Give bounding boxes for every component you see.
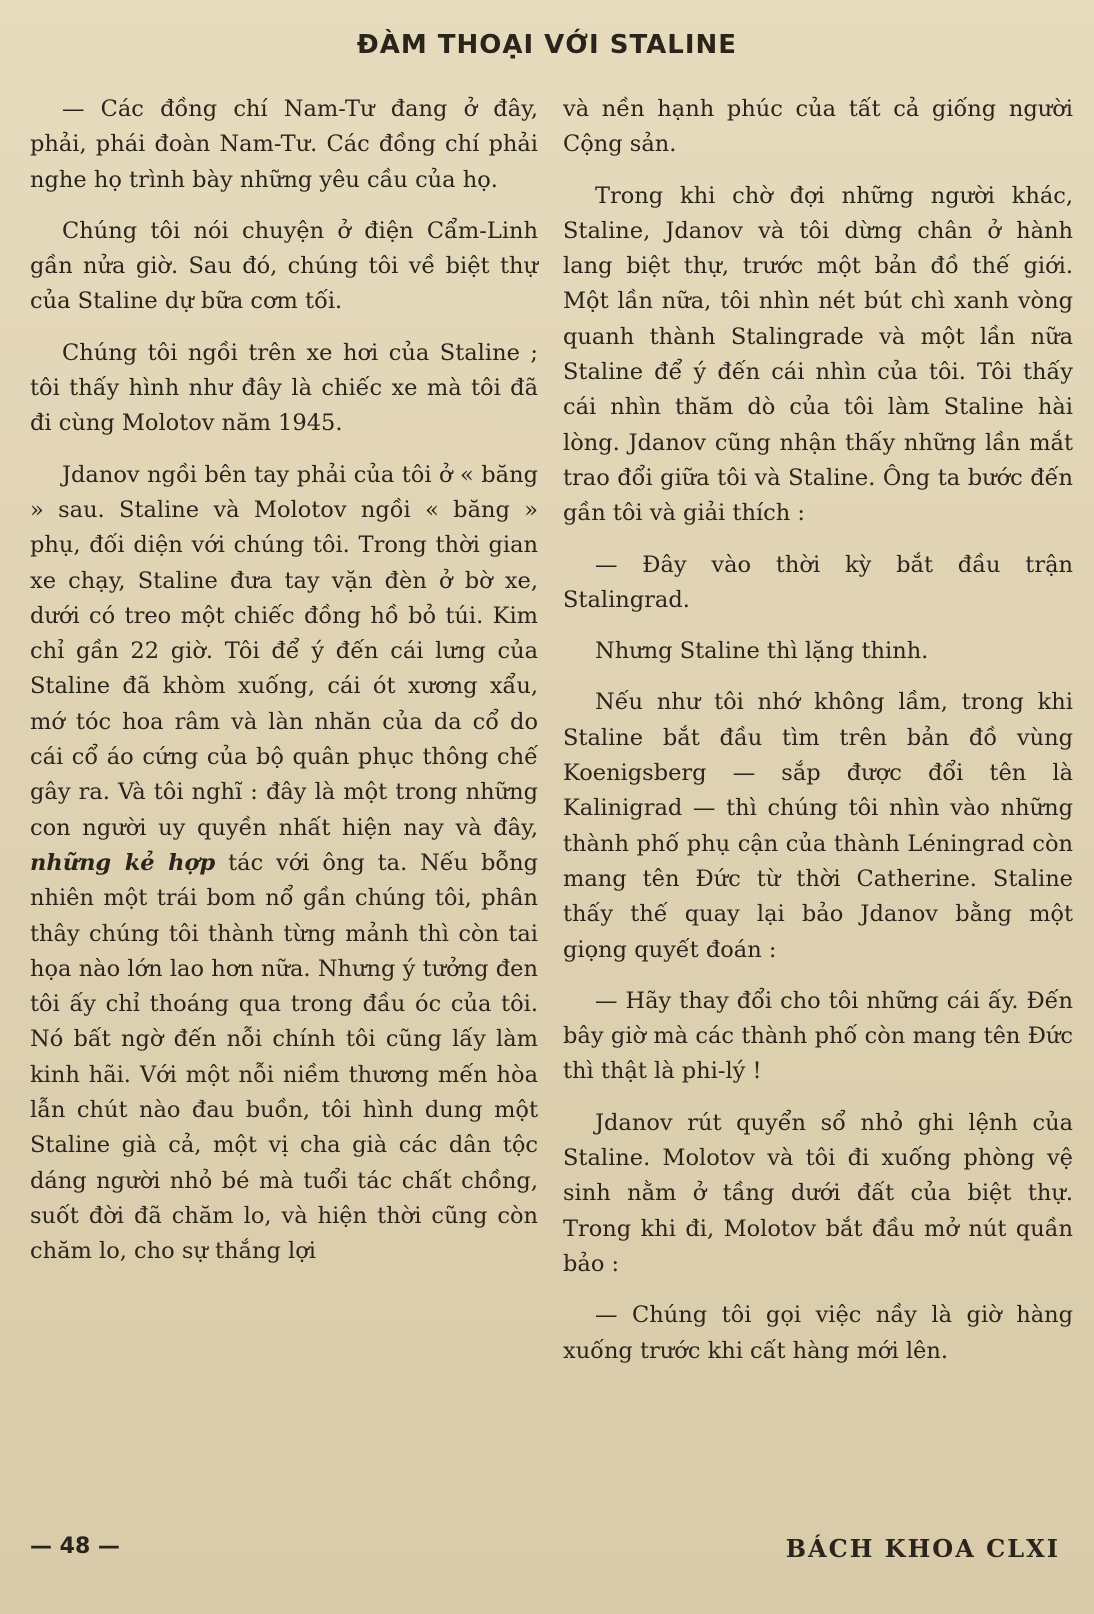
paragraph-continued: và nền hạnh phúc của tất cả giống người Cộng sản. <box>563 96 1073 158</box>
paragraph: — Các đồng chí Nam-Tư đang ở đây, phải, phái đoàn Nam-Tư. Các đồng chí phải nghe họ trình bày những yêu cầu của họ. <box>30 96 538 193</box>
paragraph: Nếu như tôi nhớ không lầm, trong khi Staline bắt đầu tìm trên bản đồ vùng Koenigsberg — sắp được đổi tên là Kalinigrad — thì chúng tôi nhìn vào những thành phố phụ cận của thành Léningrad còn mang tên Đức từ thời Catherine. Staline thấy thế quay lại bảo Jdanov bằng một giọng quyết đoán : <box>563 689 1073 963</box>
paragraph: Trong khi chờ đợi những người khác, Staline, Jdanov và tôi dừng chân ở hành lang biệt thự, trước một bản đồ thế giới. Một lần nữa, tôi nhìn nét bút chì xanh vòng quanh thành Stalingrade và một lần nữa Staline để ý đến cái nhìn của tôi. Tôi thấy cái nhìn thăm dò của tôi làm Staline hài lòng. Jdanov cũng nhận thấy những lần mắt trao đổi giữa tôi và Staline. Ông ta bước đến gần tôi và giải thích : <box>563 182 1073 527</box>
paragraph-text: tác với ông ta. Nếu bỗng nhiên một trái bom nổ gần chúng tôi, phân thây chúng tôi thành từng mảnh thì còn tai họa nào lớn lao hơn nữa. Nhưng ý tưởng đen tôi ấy chỉ thoáng qua trong đầu óc của tôi. Nó bất ngờ đến nỗi chính tôi cũng lấy làm kinh hãi. Với một nỗi niềm thương mến hòa lẫn chút nào đau buồn, tôi hình dung một Staline già cả, một vị cha già các dân tộc dáng người nhỏ bé mà tuổi tác chất chồng, suốt đời đã chăm lo, và hiện thời cũng còn chăm lo, cho sự thắng lợi <box>30 849 539 1265</box>
right-column <box>563 92 1073 1385</box>
paragraph: Chúng tôi ngồi trên xe hơi của Staline ; tôi thấy hình như đây là chiếc xe mà tôi đã đi cùng Molotov năm 1945. <box>30 339 538 437</box>
paragraph: Nhưng Staline thì lặng thinh. <box>595 638 929 665</box>
emphasized-phrase: những kẻ hợp <box>30 849 216 876</box>
paragraph: — Đây vào thời kỳ bắt đầu trận Stalingrad. <box>563 551 1073 613</box>
running-head: ĐÀM THOẠI VỚI STALINE <box>356 30 738 60</box>
paragraph: Jdanov rút quyển sổ nhỏ ghi lệnh của Staline. Molotov và tôi đi xuống phòng vệ sinh nằm ở tầng dưới đất của biệt thự. Trong khi đi, Molotov bắt đầu mở nút quần bảo : <box>563 1109 1073 1277</box>
paragraph: — Chúng tôi gọi việc nầy là giờ hàng xuống trước khi cất hàng mới lên. <box>563 1302 1073 1364</box>
paragraph <box>30 458 538 1270</box>
paragraph: Chúng tôi nói chuyện ở điện Cẩm-Linh gần nửa giờ. Sau đó, chúng tôi về biệt thự của Staline dự bữa cơm tối. <box>30 217 538 315</box>
paragraph-text: Jdanov ngồi bên tay phải của tôi ở « băng » sau. Staline và Molotov ngồi « băng » phụ, đối diện với chúng tôi. Trong thời gian xe chạy, Staline đưa tay vặn đèn ở bờ xe, dưới có treo một chiếc đồng hồ bỏ túi. Kim chỉ gần 22 giờ. Tôi để ý đến cái lưng của Staline đã khòm xuống, cái ót xương xẩu, mớ tóc hoa râm và làn nhăn của da cổ do cái cổ áo cứng của bộ quân phục thông chế gây ra. Và tôi nghĩ : đây là một trong những con người uy quyền nhất hiện nay và đây, <box>30 461 538 841</box>
page-number: — 48 — <box>30 1534 120 1559</box>
left-column <box>30 92 538 1286</box>
publication-issue: BÁCH KHOA CLXI <box>785 1534 1060 1563</box>
paragraph: — Hãy thay đổi cho tôi những cái ấy. Đến bây giờ mà các thành phố còn mang tên Đức thì thật là phi-lý ! <box>563 987 1073 1085</box>
